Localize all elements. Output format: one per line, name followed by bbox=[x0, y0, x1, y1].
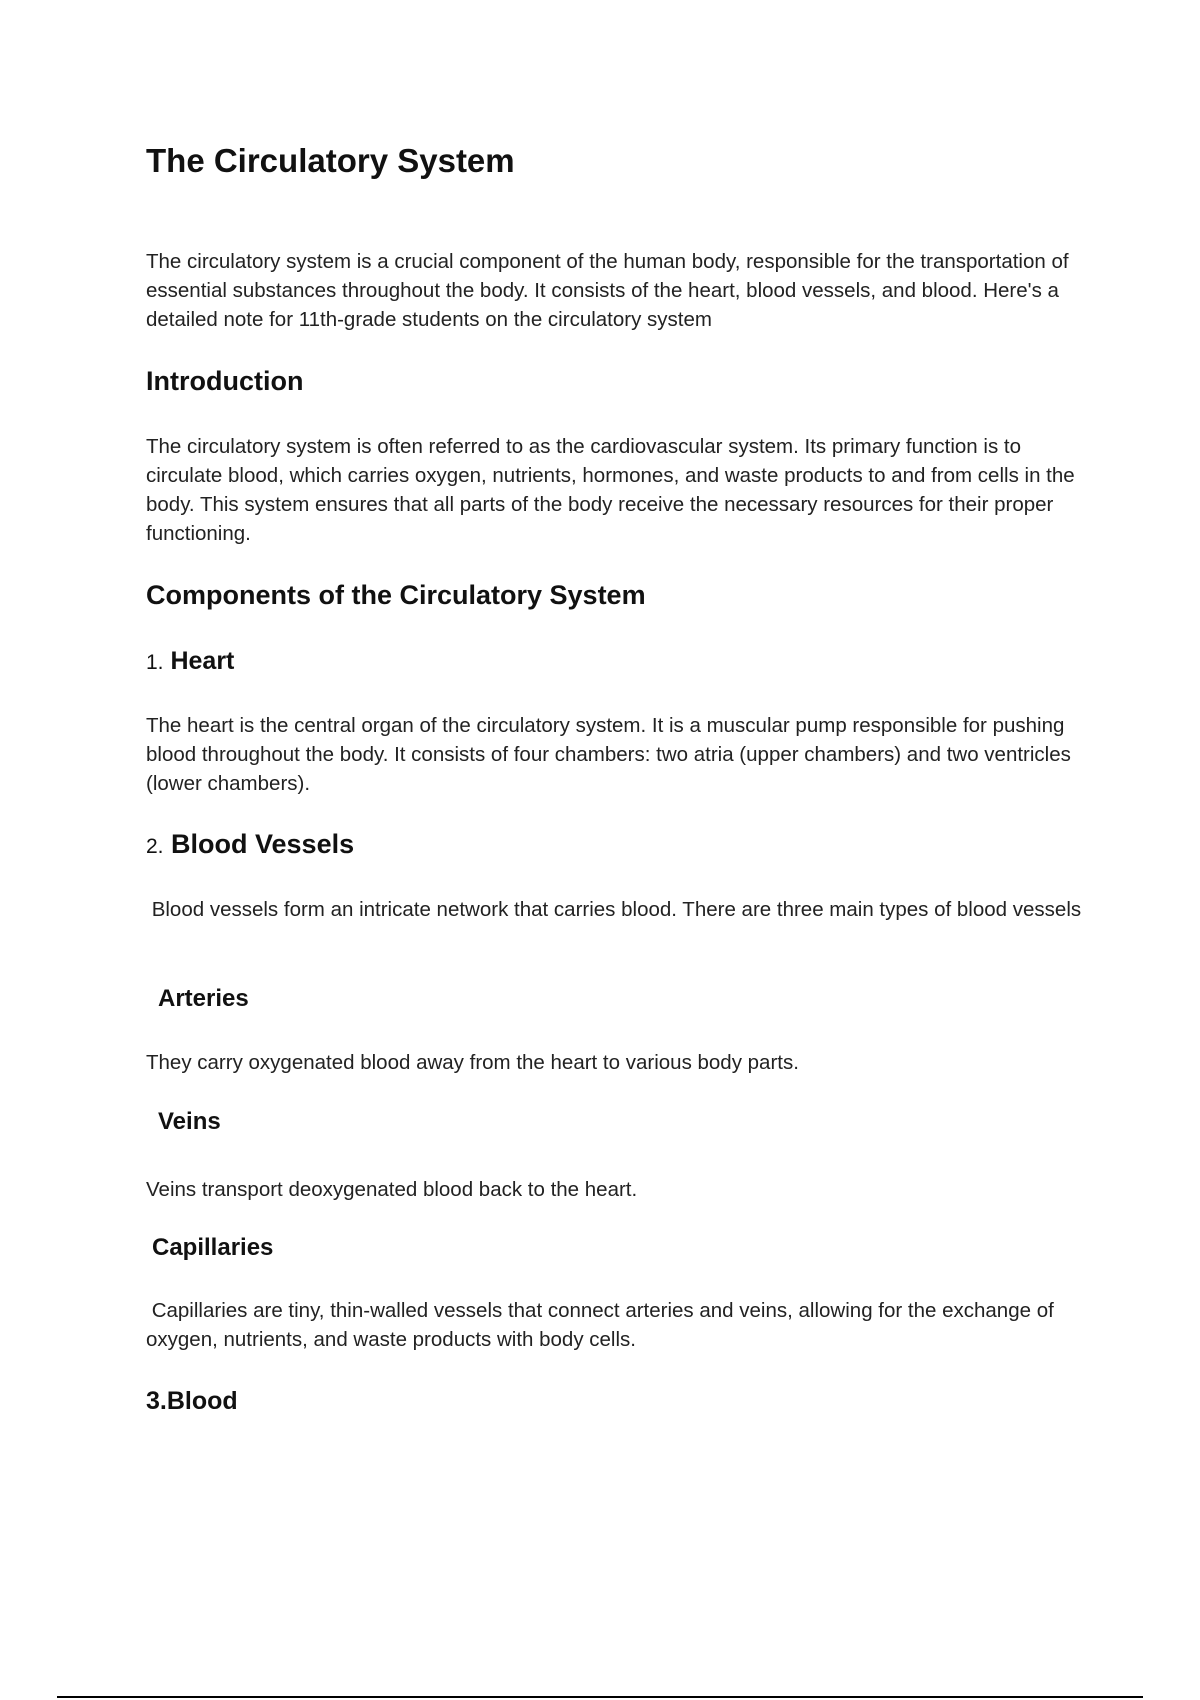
intro-paragraph: The circulatory system is a crucial component of the human body, responsible for the transportation of essential substances throughout the body. It consists of the heart, blood vessels, and blood. Here's a detailed note for 11th-grade students on the circulatory system bbox=[146, 250, 1069, 331]
blood-heading: 3.Blood bbox=[146, 1387, 238, 1415]
veins-heading: Veins bbox=[158, 1108, 221, 1135]
heart-number: 1. bbox=[146, 651, 164, 674]
components-heading: Components of the Circulatory System bbox=[146, 580, 646, 610]
blood-vessels-heading bbox=[146, 829, 354, 860]
heart-title: Heart bbox=[170, 647, 235, 675]
heart-heading bbox=[146, 647, 234, 676]
arteries-paragraph: They carry oxygenated blood away from the heart to various body parts. bbox=[146, 1051, 799, 1074]
blood-vessels-number: 2. bbox=[146, 835, 164, 858]
introduction-paragraph: The circulatory system is often referred to as the cardiovascular system. Its primary function is to circulate blood, which carries oxygen, nutrients, hormones, and waste products to and from cells in the body. This system ensures that all parts of the body receive the necessary resources for their proper functioning. bbox=[146, 435, 1075, 545]
capillaries-heading: Capillaries bbox=[152, 1234, 274, 1261]
arteries-heading: Arteries bbox=[158, 985, 249, 1012]
heart-paragraph: The heart is the central organ of the circulatory system. It is a muscular pump responsible for pushing blood throughout the body. It consists of four chambers: two atria (upper chambers) and two ventricles (lower chambers). bbox=[146, 714, 1071, 795]
blood-vessels-title: Blood Vessels bbox=[171, 829, 355, 859]
capillaries-paragraph: Capillaries are tiny, thin-walled vessels that connect arteries and veins, allowing for the exchange of oxygen, nutrients, and waste products with body cells. bbox=[146, 1299, 1060, 1351]
veins-paragraph: Veins transport deoxygenated blood back to the heart. bbox=[146, 1178, 638, 1201]
blood-vessels-paragraph: Blood vessels form an intricate network that carries blood. There are three main types of blood vessels bbox=[146, 898, 1082, 921]
document-title: The Circulatory System bbox=[146, 142, 515, 179]
introduction-heading: Introduction bbox=[146, 366, 304, 396]
footer-rule bbox=[57, 1696, 1143, 1698]
